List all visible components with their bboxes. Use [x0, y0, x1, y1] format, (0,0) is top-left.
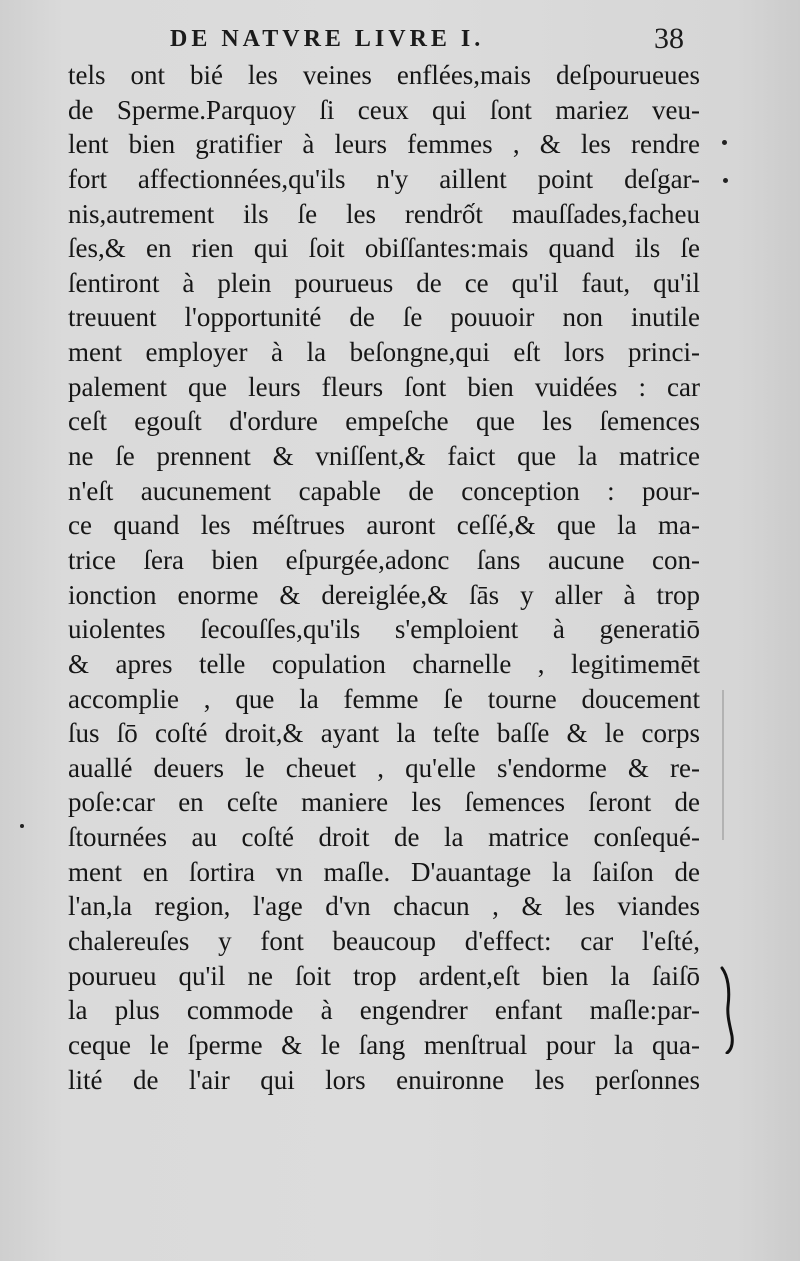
- text-line: la plus commode à engendrer enfant maſle:par-: [68, 995, 700, 1026]
- text-line: trice ſera bien eſpurgée,adonc ſans aucune con-: [68, 544, 700, 575]
- text-line: ionction enorme & dereiglée,& ſās y aller à trop: [68, 579, 700, 610]
- text-line: poſe:car en ceſte maniere les ſemences ſeront de: [68, 787, 700, 818]
- margin-bracket-mark: [718, 966, 734, 1054]
- text-line: palement que leurs fleurs ſont bien vuidées : car: [68, 371, 700, 402]
- text-line: ce quand les méſtrues auront ceſſé,& que la ma-: [68, 510, 700, 541]
- text-line: ceque le ſperme & le ſang menſtrual pour la qua-: [68, 1029, 700, 1060]
- text-line: de Sperme.Parquoy ſi ceux qui ſont mariez veu-: [68, 94, 700, 125]
- text-line: ſtournées au coſté droit de la matrice conſequé-: [68, 822, 700, 853]
- text-line: lent bien gratifier à leurs femmes , & les rendre: [68, 129, 700, 160]
- text-line: chalereuſes y font beaucoup d'effect: car l'eſté,: [68, 926, 700, 957]
- text-line: n'eſt aucunement capable de conception : pour-: [68, 475, 700, 506]
- text-line: ment en ſortira vn maſle. D'auantage la ſaiſon de: [68, 856, 700, 887]
- text-line: accomplie , que la femme ſe tourne doucement: [68, 683, 700, 714]
- margin-dot-mark: [722, 140, 727, 145]
- text-line: ment employer à la beſongne,qui eſt lors princi-: [68, 337, 700, 368]
- text-line: lité de l'air qui lors enuironne les perſonnes: [68, 1064, 700, 1095]
- text-line: tels ont bié les veines enflées,mais deſpourueues: [68, 60, 700, 90]
- text-line: ceſt egouſt d'ordure empeſche que les ſemences: [68, 406, 700, 437]
- text-line: fort affectionnées,qu'ils n'y aillent point deſgar-: [68, 163, 700, 194]
- page-number: 38: [654, 22, 684, 55]
- text-line: ne ſe prennent & vniſſent,& faict que la matrice: [68, 441, 700, 472]
- text-line: pourueu qu'il ne ſoit trop ardent,eſt bien la ſaiſō: [68, 960, 700, 991]
- text-line: auallé deuers le cheuet , qu'elle s'endorme & re-: [68, 752, 700, 783]
- text-line: treuuent l'opportunité de ſe pouuoir non inutile: [68, 302, 700, 333]
- text-line: ſus ſō coſté droit,& ayant la teſte baſſe & le corps: [68, 718, 700, 749]
- text-line: uiolentes ſecouſſes,qu'ils s'emploient à generatiō: [68, 614, 700, 645]
- text-line: nis,autrement ils ſe les rendrốt mauſſades,facheu: [68, 198, 700, 229]
- margin-dot-mark: [723, 178, 728, 183]
- body-text: [68, 58, 700, 1097]
- running-title: DE NATVRE LIVRE I.: [170, 26, 485, 52]
- text-line: & apres telle copulation charnelle , legitimemēt: [68, 648, 700, 679]
- margin-dot-mark: [20, 824, 24, 828]
- text-line: ſes,& en rien qui ſoit obiſſantes:mais quand ils ſe: [68, 233, 700, 264]
- margin-rule: [722, 690, 724, 840]
- text-line: l'an,la region, l'age d'vn chacun , & les viandes: [68, 891, 700, 922]
- text-line: ſentiront à plein pourueus de ce qu'il faut, qu'il: [68, 267, 700, 298]
